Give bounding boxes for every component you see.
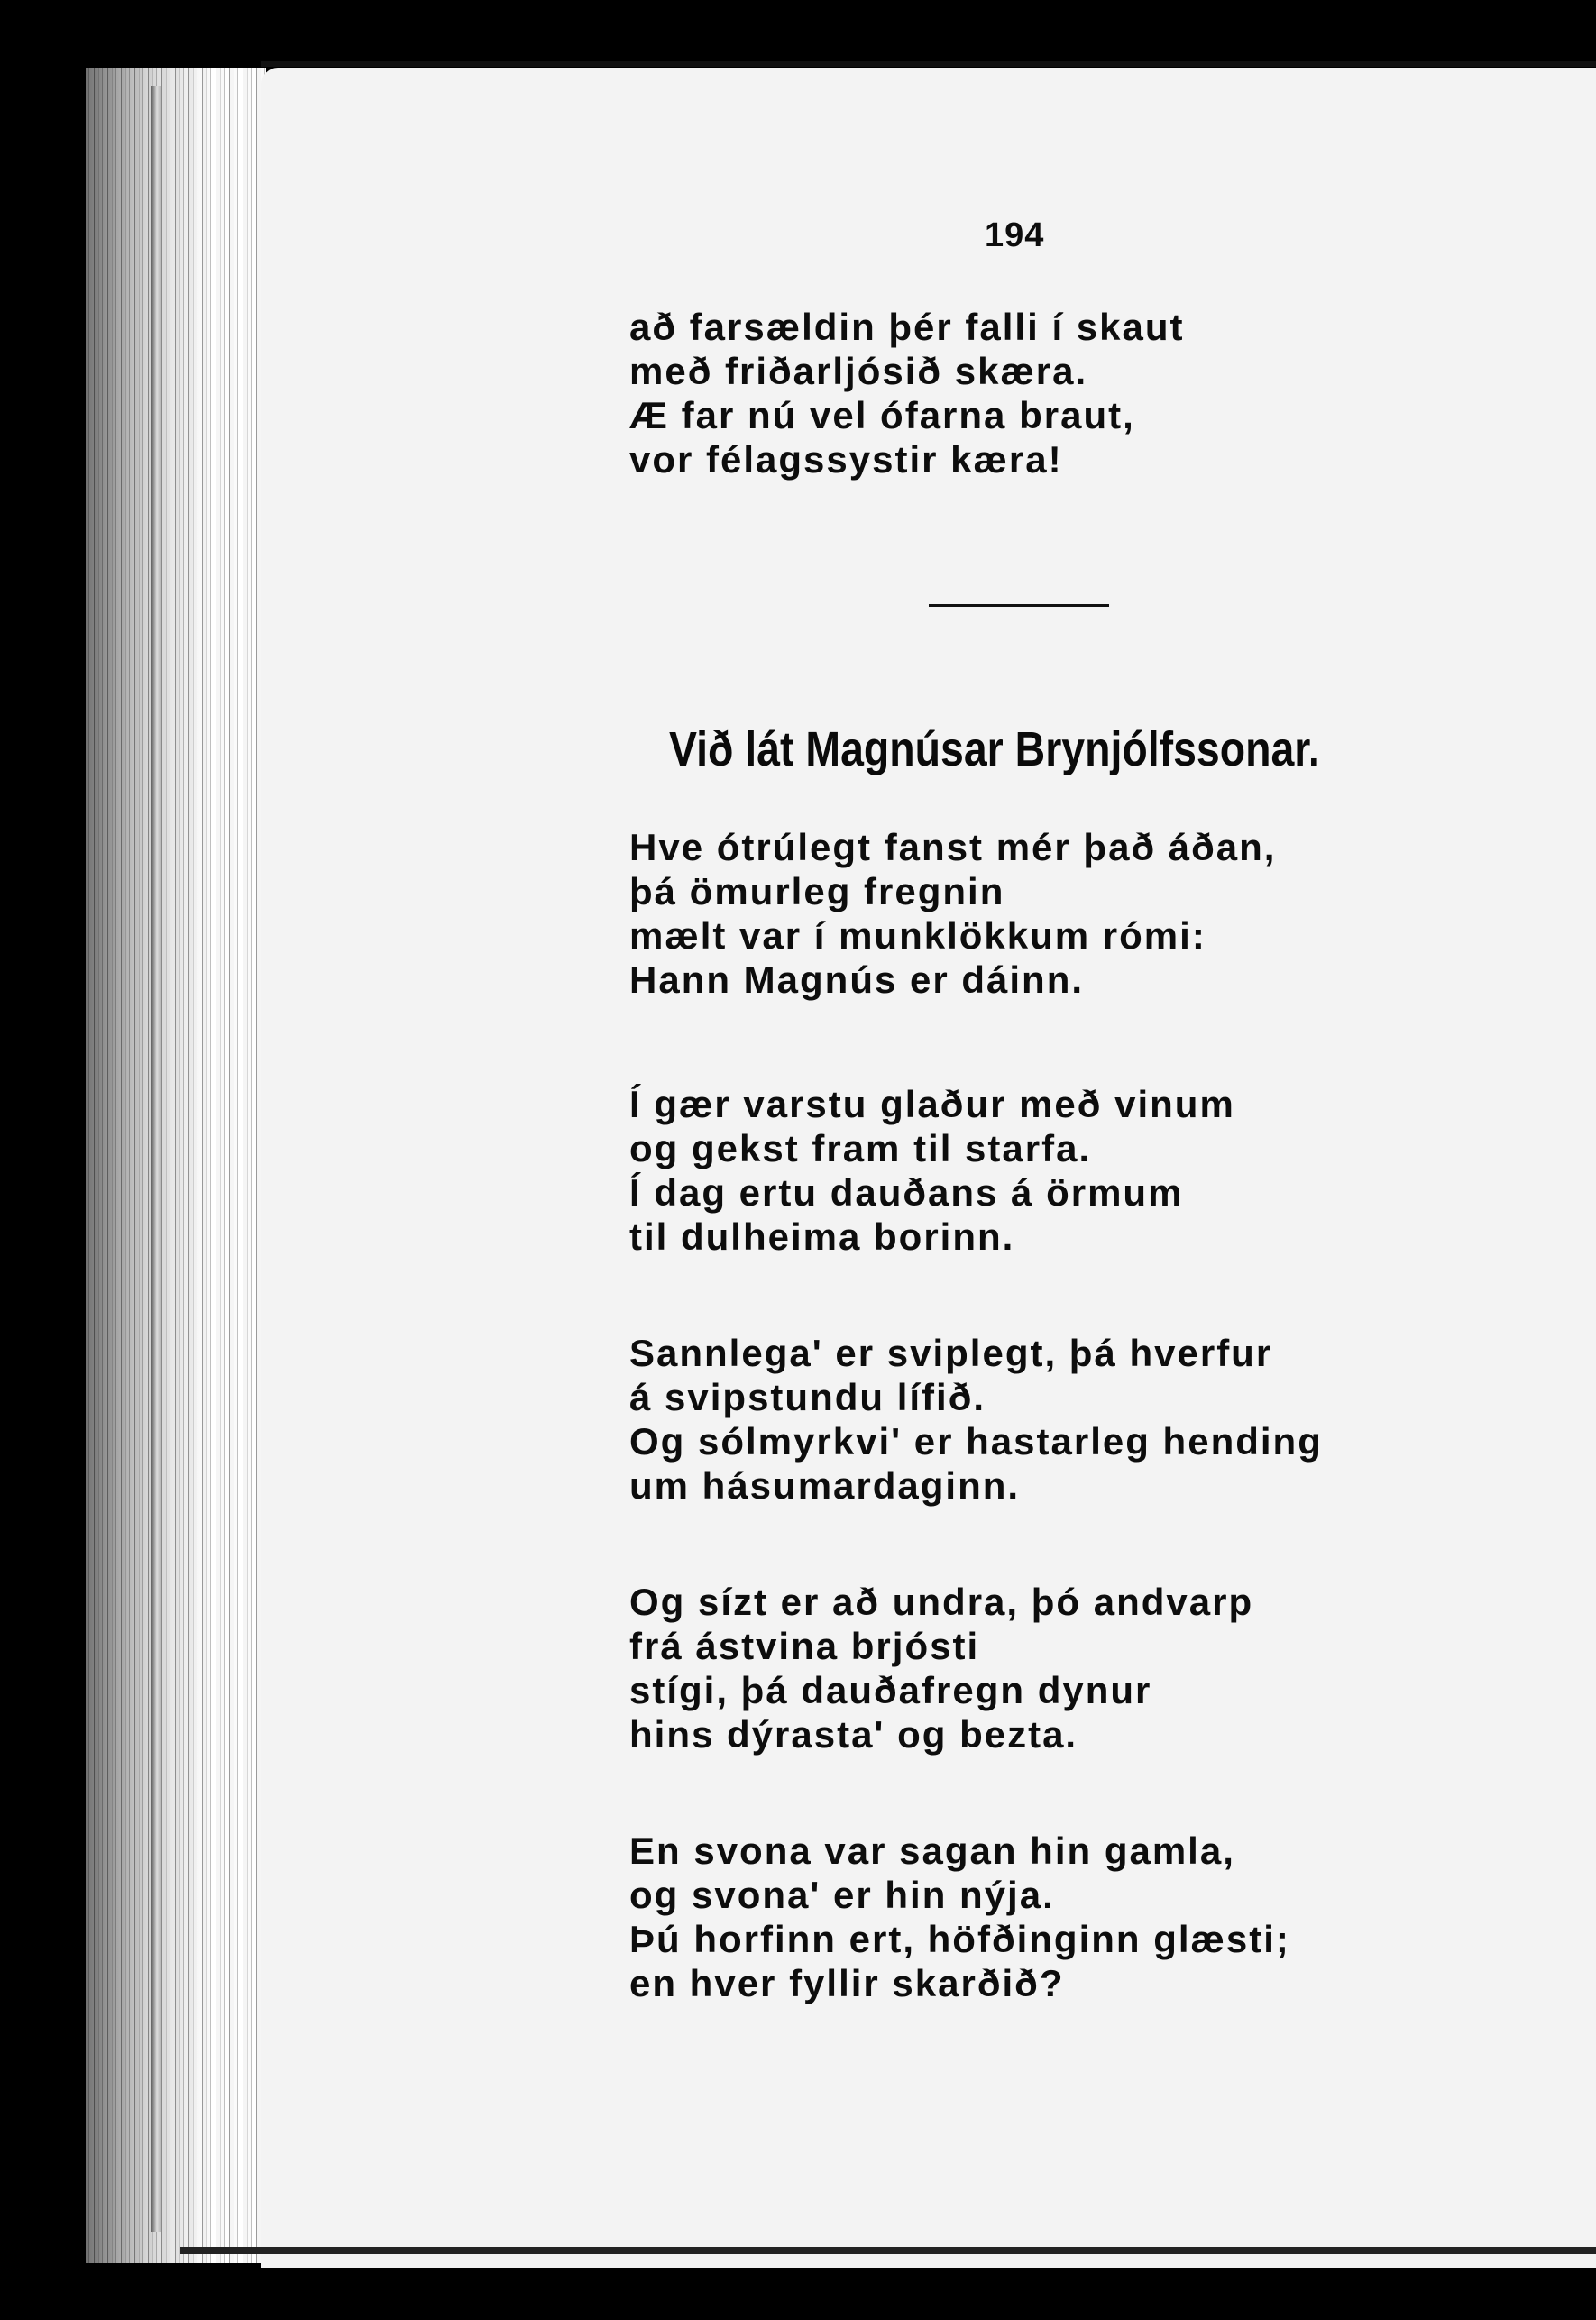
verse-line: þá ömurleg fregnin [629,870,1005,912]
verse-line: hins dýrasta' og bezta. [629,1713,1078,1756]
verse-line: frá ástvina brjósti [629,1625,980,1667]
page-bottom-edge [180,2247,1596,2254]
opening-stanza [629,305,1185,481]
verse-line: Æ far nú vel ófarna braut, [629,394,1135,436]
verse-line: mælt var í munklökkum rómi: [629,914,1206,957]
verse-line: Í dag ertu dauðans á örmum [629,1171,1184,1214]
verse-line: Og sízt er að undra, þó andvarp [629,1581,1254,1623]
verse-line: og gekst fram til starfa. [629,1127,1092,1169]
stanza-3 [629,1331,1323,1508]
verse-line: Þú horfinn ert, höfðinginn glæsti; [629,1918,1290,1960]
section-divider [929,604,1109,607]
poem-title: Við lát Magnúsar Brynjólfssonar. [669,722,1320,776]
verse-line: Sannlega' er sviplegt, þá hverfur [629,1332,1273,1374]
verse-line: að farsældin þér falli í skaut [629,306,1185,348]
verse-line: um hásumardaginn. [629,1464,1021,1507]
stanza-2 [629,1082,1235,1259]
verse-line: á svipstundu lífið. [629,1376,986,1418]
verse-line: En svona var sagan hin gamla, [629,1829,1235,1872]
verse-line: með friðarljósið skæra. [629,350,1088,392]
binding-shadow [86,68,266,2263]
verse-line: Hve ótrúlegt fanst mér það áðan, [629,826,1277,868]
verse-line: vor félagssystir kæra! [629,438,1063,481]
verse-line: til dulheima borinn. [629,1215,1015,1258]
verse-line: og svona' er hin nýja. [629,1874,1055,1916]
verse-line: Og sólmyrkvi' er hastarleg hending [629,1420,1323,1463]
stanza-4 [629,1580,1253,1756]
stanza-1 [629,825,1276,1002]
verse-line: Hann Magnús er dáinn. [629,958,1085,1001]
verse-line: Í gær varstu glaður með vinum [629,1083,1235,1125]
stanza-5 [629,1829,1290,2005]
verse-line: en hver fyllir skarðið? [629,1962,1065,2004]
page-top-edge [261,61,1596,67]
page-number: 194 [985,216,1045,254]
verse-line: stígi, þá dauðafregn dynur [629,1669,1152,1711]
